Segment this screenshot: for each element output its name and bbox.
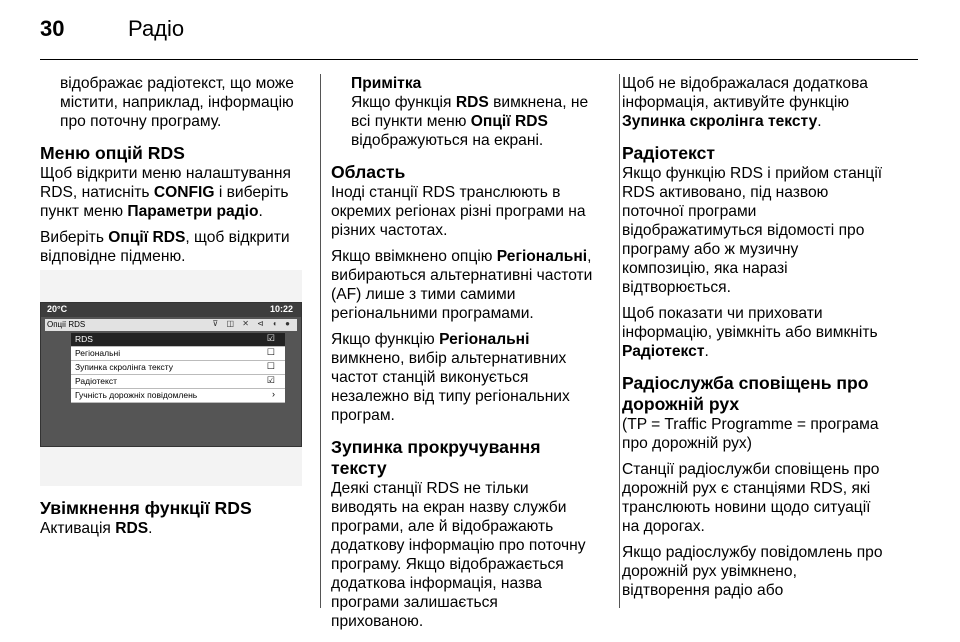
- options-list: [71, 333, 285, 403]
- temperature: 20°C: [47, 304, 68, 314]
- page-number: 30: [40, 16, 65, 41]
- submenu-bar: [45, 319, 297, 331]
- paragraph-area: Іноді станції RDS транслюють в окремих регіонах різні програми на різних частотах.: [331, 184, 586, 239]
- header-rule: [40, 59, 918, 60]
- checkbox-icon: ☑: [266, 333, 275, 343]
- paragraph-regional-on: Якщо ввімкнено опцію Регіональні, вибираються альтернативні частоти (AF) лише з тими самими регіональними програмами.: [331, 248, 593, 322]
- paragraph-tp-stations: Станції радіослужби сповіщень про дорожній рух є станціями RDS, які транслюють новини щодо ситуації на дорогах.: [622, 461, 880, 535]
- note-block: [331, 74, 593, 150]
- status-bar: [41, 303, 301, 317]
- submenu-title: Опції RDS: [47, 320, 86, 329]
- paragraph-disable-extra: Щоб не відображалася додаткова інформація, активуйте функцію Зупинка скролінга тексту.: [622, 75, 868, 130]
- list-item[interactable]: Регіональні ☐: [71, 347, 285, 361]
- page-header: [40, 16, 185, 42]
- status-icons: ⊽ ◫ ✕ ⊲ ◖ ●: [212, 319, 293, 328]
- column-3: [622, 74, 884, 607]
- heading-area: Область: [331, 162, 406, 182]
- note-heading: Примітка: [351, 75, 422, 92]
- page-title: Радіо: [128, 16, 185, 41]
- chevron-right-icon: ›: [272, 389, 275, 399]
- heading-stop-scroll: Зупинка прокручування тексту: [331, 437, 541, 478]
- paragraph-stop-scroll: Деякі станції RDS не тільки виводять на екран назву служби програми, але й відображають додаткову інформацію про поточну програму. Якщо відображається додаткова інформація, назва програми залишається прихованою.: [331, 480, 586, 630]
- checkbox-icon: ☐: [266, 361, 275, 371]
- list-item[interactable]: RDS ☑: [71, 333, 285, 347]
- paragraph-show-hide: Щоб показати чи приховати інформацію, увімкніть або вимкніть Радіотекст.: [622, 305, 878, 360]
- list-item[interactable]: Гучність дорожніх повідомлень ›: [71, 389, 285, 403]
- column-1: [40, 74, 302, 273]
- paragraph-regional-off: Якщо функцію Регіональні вимкнено, вибір альтернативних частот станцій виконується незалежно від типу регіональних програм.: [331, 331, 570, 424]
- note-text: Якщо функція RDS вимкнена, не всі пункти меню Опції RDS відображуються на екрані.: [351, 94, 589, 149]
- clock: 10:22: [269, 304, 293, 314]
- column-2: [331, 74, 593, 638]
- display-screen: [40, 302, 302, 447]
- heading-radiotext: Радіотекст: [622, 143, 716, 163]
- list-item[interactable]: Зупинка скролінга тексту ☐: [71, 361, 285, 375]
- checkbox-icon: ☑: [266, 375, 275, 385]
- paragraph-open-menu: Щоб відкрити меню налаштування RDS, натисніть CONFIG і виберіть пункт меню Параметри радіо.: [40, 165, 291, 220]
- list-item[interactable]: Радіотекст ☑: [71, 375, 285, 389]
- heading-enable-rds: Увімкнення функції RDS: [40, 498, 252, 518]
- intro-paragraph: відображає радіотекст, що може містити, наприклад, інформацію про поточну програму.: [60, 75, 294, 130]
- paragraph-radiotext: Якщо функцію RDS і прийом станції RDS активовано, під назвою поточної програми відображатимуться відомості про програму або ж музичну композицію, яка наразі відтворюється.: [622, 165, 883, 296]
- heading-traffic: Радіослужба сповіщень про дорожній рух: [622, 373, 869, 414]
- paragraph-tp-definition: (TP = Traffic Programme = програма про дорожній рух): [622, 416, 879, 452]
- column-divider-1: [320, 74, 321, 608]
- paragraph-select-rds: Виберіть Опції RDS, щоб відкрити відповідне підменю.: [40, 229, 290, 265]
- paragraph-activation: Активація RDS.: [40, 520, 153, 537]
- column-divider-2: [619, 74, 620, 608]
- column-1-bottom: [40, 498, 302, 545]
- screen-illustration: [40, 270, 302, 486]
- checkbox-icon: ☐: [266, 347, 275, 357]
- heading-rds-menu: Меню опцій RDS: [40, 143, 185, 163]
- paragraph-tp-enabled: Якщо радіослужбу повідомлень про дорожній рух увімкнено, відтворення радіо або: [622, 544, 883, 599]
